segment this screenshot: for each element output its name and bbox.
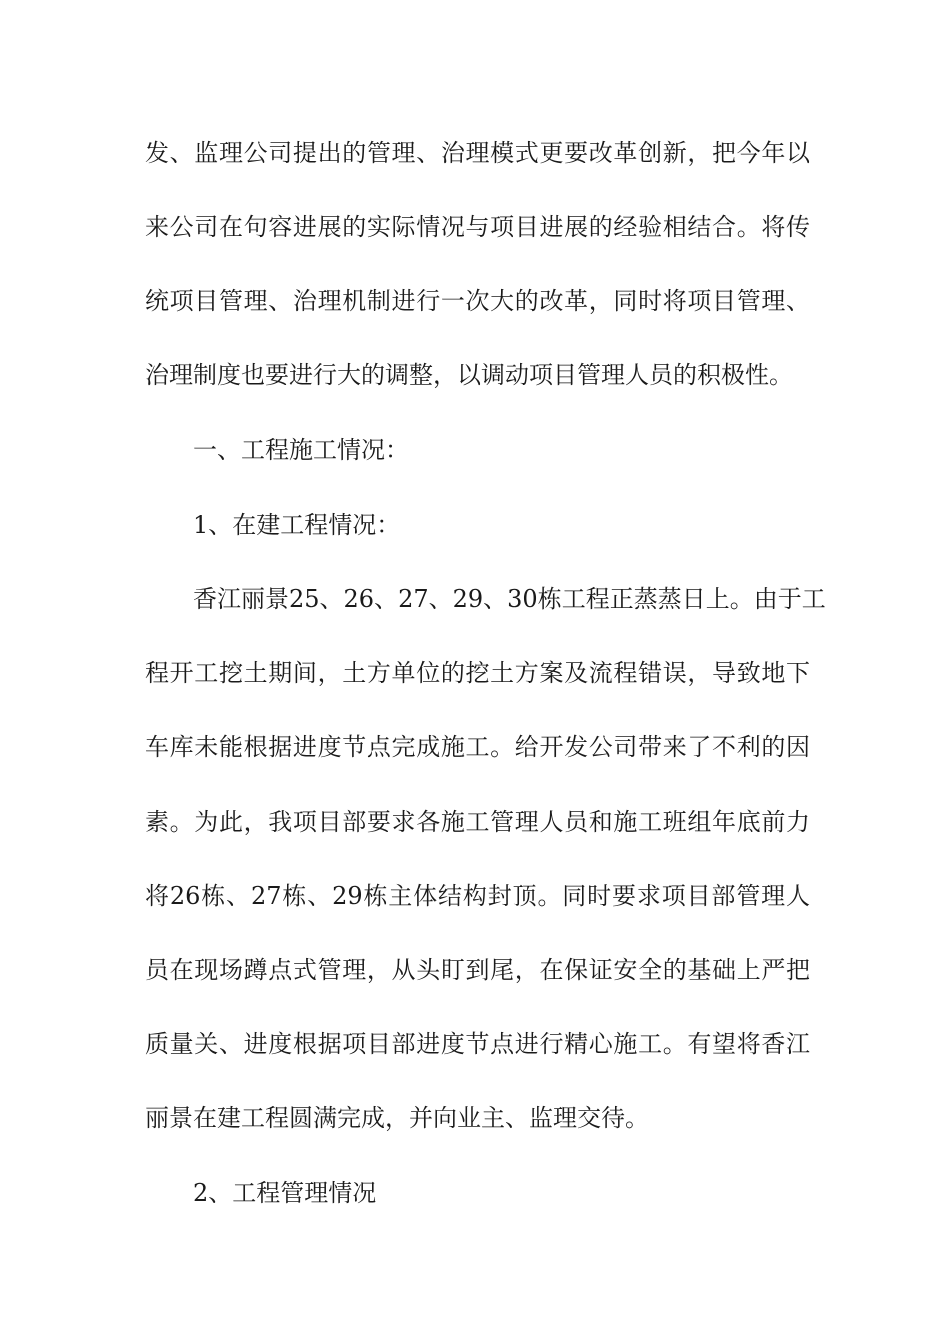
- paragraph-line: 车库未能根据进度节点完成施工。给开发公司带来了不利的因: [145, 733, 810, 761]
- subsection-heading: 1、在建工程情况：: [193, 511, 401, 539]
- paragraph-line: 丽景在建工程圆满完成，并向业主、监理交待。: [145, 1104, 649, 1132]
- paragraph-line: 员在现场蹲点式管理，从头盯到尾，在保证安全的基础上严把: [145, 956, 810, 984]
- paragraph-line: 素。为此，我项目部要求各施工管理人员和施工班组年底前力: [145, 808, 810, 836]
- paragraph-line: 治理制度也要进行大的调整，以调动项目管理人员的积极性。: [145, 361, 793, 389]
- paragraph-line: 来公司在句容进展的实际情况与项目进展的经验相结合。将传: [145, 213, 810, 241]
- paragraph-line: 香江丽景25、26、27、29、30栋工程正蒸蒸日上。由于工: [193, 585, 826, 613]
- paragraph-line: 质量关、进度根据项目部进度节点进行精心施工。有望将香江: [145, 1030, 810, 1058]
- paragraph-line: 将26栋、27栋、29栋主体结构封顶。同时要求项目部管理人: [145, 882, 810, 910]
- section-heading: 一、工程施工情况：: [193, 436, 409, 464]
- subsection-heading: 2、工程管理情况: [193, 1179, 377, 1207]
- paragraph-line: 程开工挖土期间，土方单位的挖土方案及流程错误，导致地下: [145, 659, 810, 687]
- paragraph-line: 统项目管理、治理机制进行一次大的改革，同时将项目管理、: [145, 287, 810, 315]
- paragraph-line: 发、监理公司提出的管理、治理模式更要改革创新，把今年以: [145, 139, 810, 167]
